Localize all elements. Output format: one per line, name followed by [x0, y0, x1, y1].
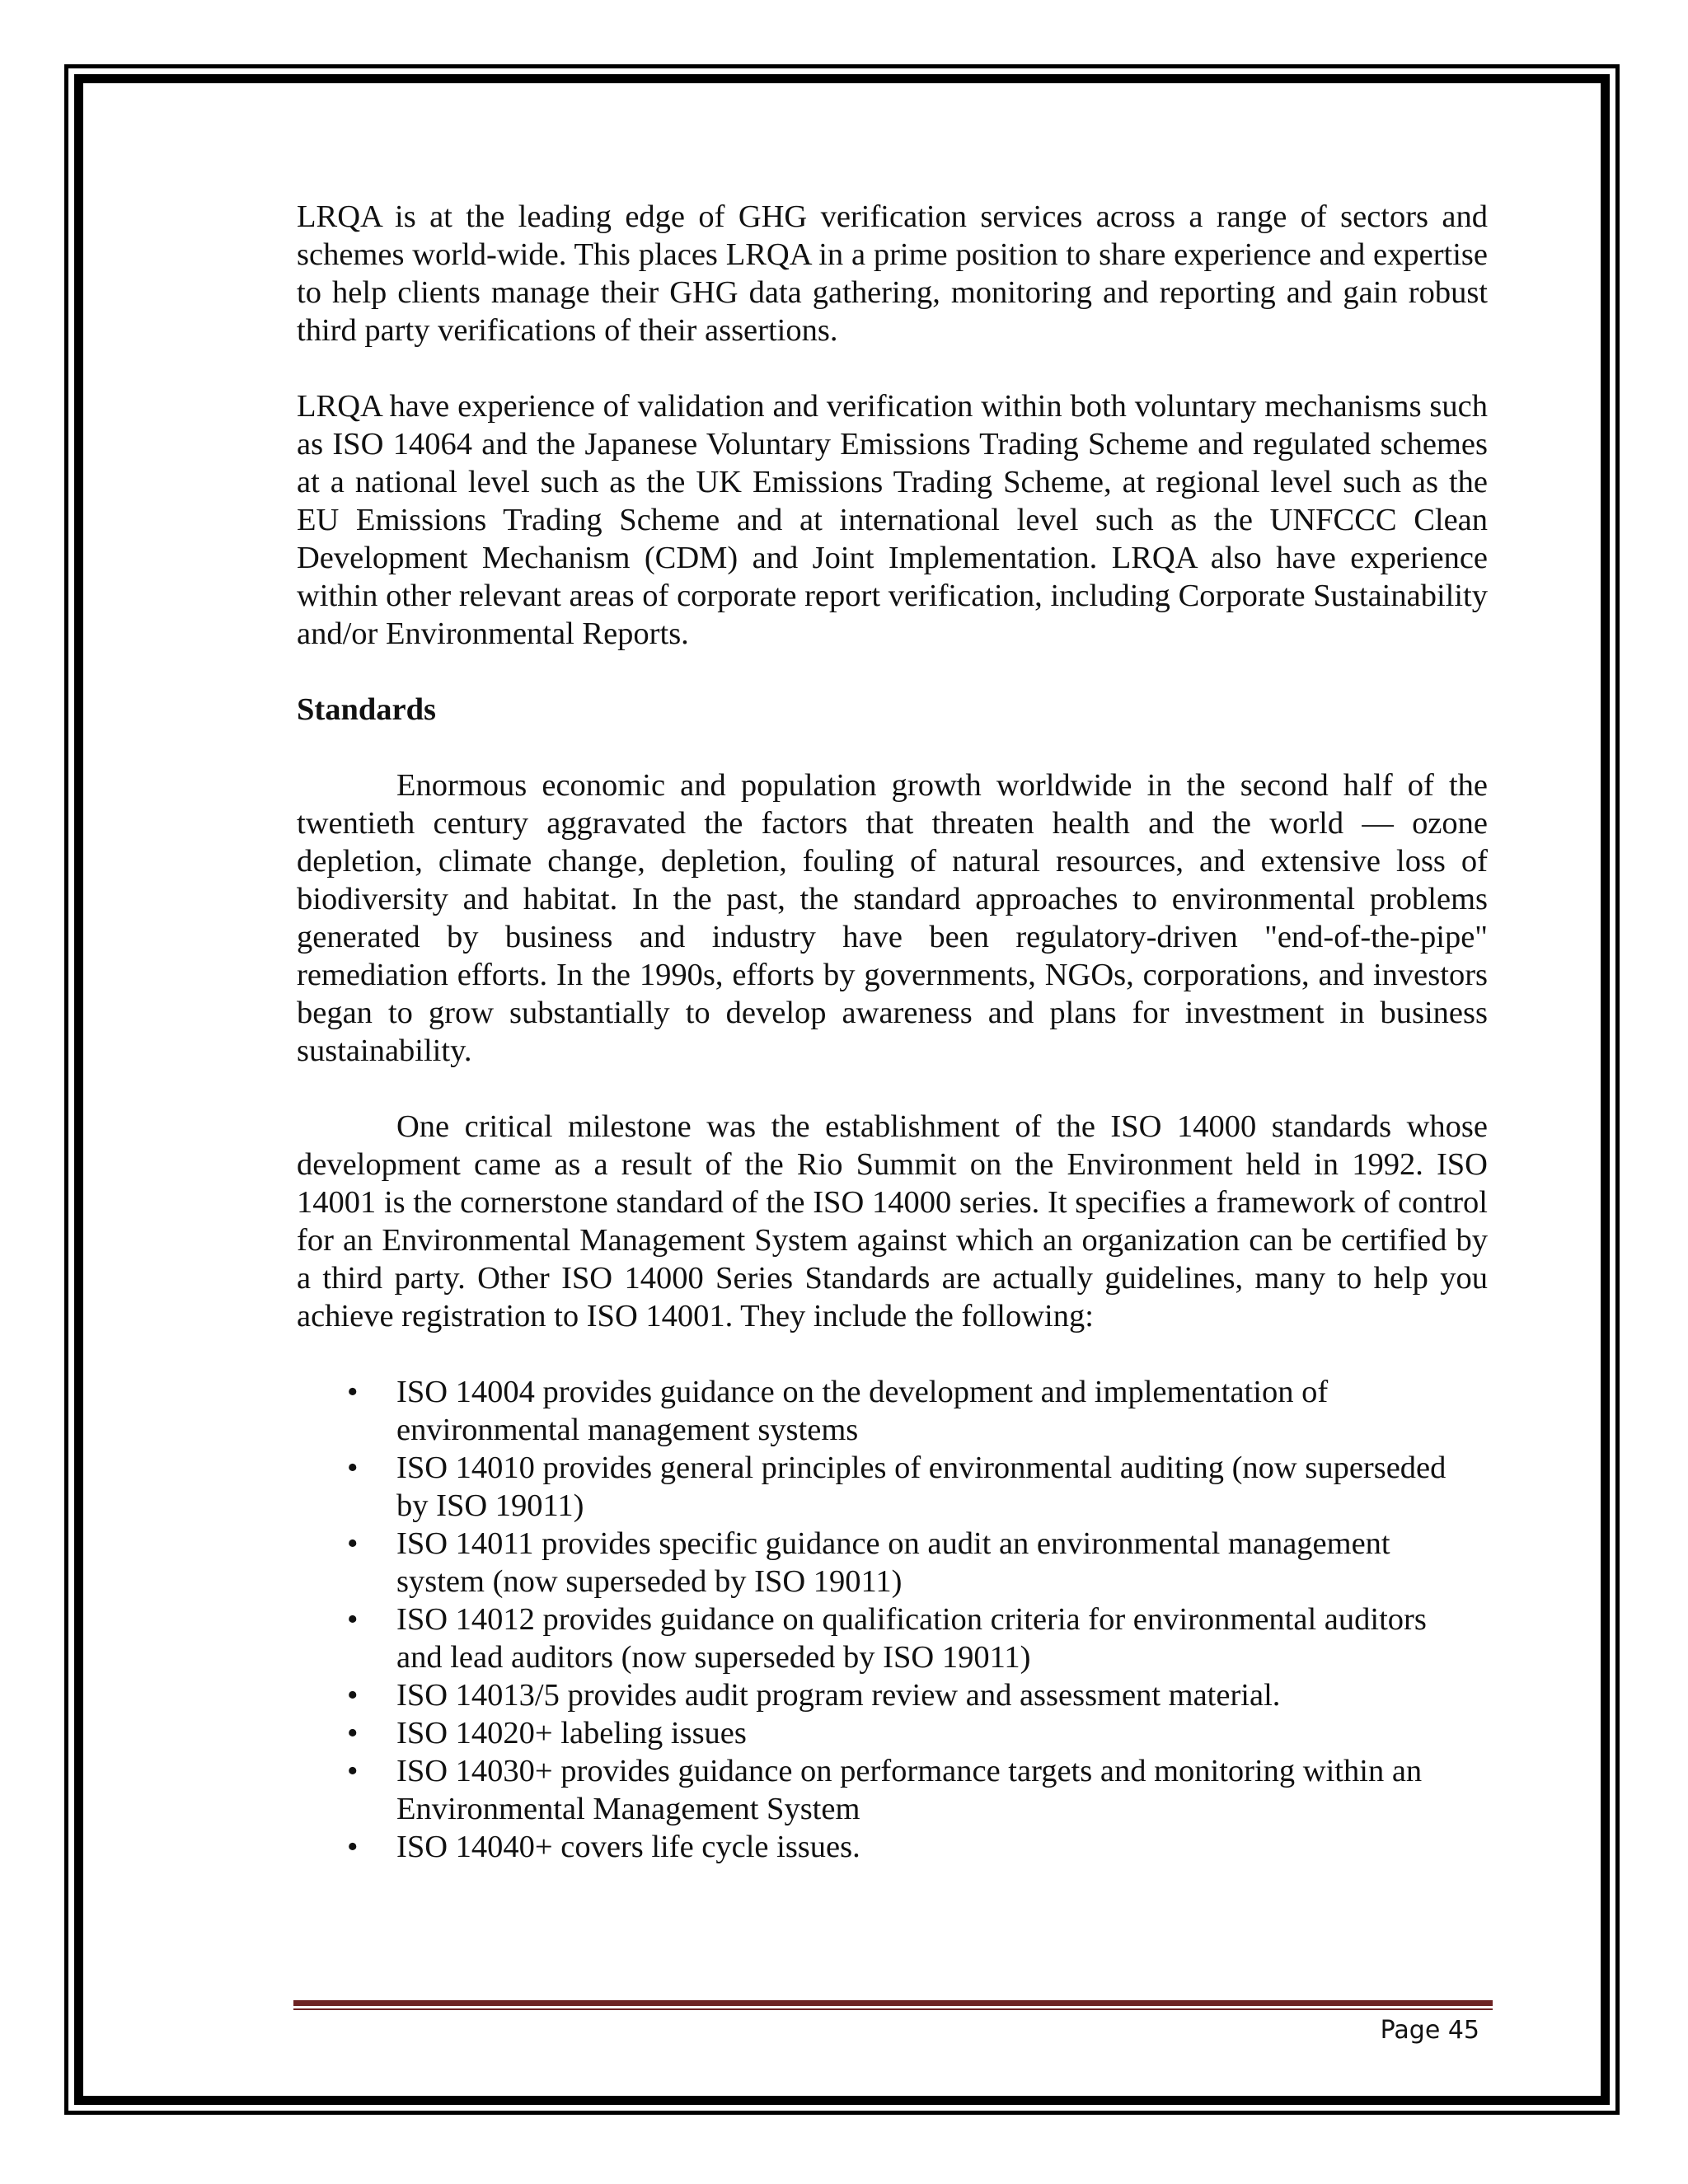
bullet-icon: • [347, 1602, 359, 1637]
section-heading-standards: Standards [297, 692, 437, 727]
list-item [297, 1525, 1488, 1601]
paragraph-iso-milestone: One critical milestone was the establishment of the ISO 14000 standards whose development came as a result of the Rio Summit on the Environment held in 1992. ISO 14001 is the cornerstone standard of the ISO 14000 series. It specifies a framework of control for an Environmental Management System against which an organization can be certified by a third party. Other ISO 14000 Series Standards are actually guidelines, many to help you achieve registration to ISO 14001. They include the following: [297, 1109, 1488, 1333]
list-item [297, 1828, 1488, 1866]
iso-standards-list [297, 1373, 1488, 1866]
bullet-icon: • [347, 1375, 359, 1409]
list-item-text: ISO 14010 provides general principles of environmental auditing (now superseded by ISO 19011) [396, 1451, 1447, 1523]
list-item [297, 1449, 1488, 1525]
bullet-icon: • [347, 1678, 359, 1713]
list-item-text: ISO 14020+ labeling issues [396, 1716, 747, 1750]
paragraph-lrqa-experience: LRQA have experience of validation and verification within both voluntary mechanisms such as ISO 14064 and the Japanese Voluntary Emissions Trading Scheme and regulated schemes at a national level such as the UK Emissions Trading Scheme, at regional level such as the EU Emissions Trading Scheme and at international level such as the UNFCCC Clean Development Mechanism (CDM) and Joint Implementation. LRQA also have experience within other relevant areas of corporate report verification, including Corporate Sustainability and/or Environmental Reports. [297, 389, 1488, 651]
list-item-text: ISO 14013/5 provides audit program review and assessment material. [396, 1678, 1281, 1713]
bullet-icon: • [347, 1716, 359, 1750]
page-number: Page 45 [1380, 2016, 1479, 2045]
list-item [297, 1373, 1488, 1449]
list-item-text: ISO 14012 provides guidance on qualification criteria for environmental auditors and lead auditors (now superseded by ISO 19011) [396, 1602, 1427, 1675]
paragraph-lrqa-intro: LRQA is at the leading edge of GHG verification services across a range of sectors and schemes world-wide. This places LRQA in a prime position to share experience and expertise to help clients manage their GHG data gathering, monitoring and reporting and gain robust third party verifications of their assertions. [297, 199, 1488, 348]
bullet-icon: • [347, 1526, 359, 1561]
bullet-icon: • [347, 1451, 359, 1485]
list-item [297, 1714, 1488, 1752]
bullet-icon: • [347, 1754, 359, 1788]
list-item [297, 1676, 1488, 1714]
paragraph-growth: Enormous economic and population growth worldwide in the second half of the twentieth century aggravated the factors that threaten health and the world — ozone depletion, climate change, depletion, fouling of natural resources, and extensive loss of biodiversity and habitat. In the past, the standard approaches to environmental problems generated by business and industry have been regulatory-driven "end-of-the-pipe" remediation efforts. In the 1990s, efforts by governments, NGOs, corporations, and investors began to grow substantially to develop awareness and plans for investment in business sustainability. [297, 768, 1488, 1068]
page-body [297, 198, 1488, 1866]
bullet-icon: • [347, 1830, 359, 1864]
list-item-text: ISO 14004 provides guidance on the development and implementation of environmental management systems [396, 1375, 1329, 1447]
footer-rule [293, 2000, 1493, 2006]
list-item-text: ISO 14011 provides specific guidance on audit an environmental management system (now superseded by ISO 19011) [396, 1526, 1390, 1599]
list-item-text: ISO 14030+ provides guidance on performance targets and monitoring within an Environmental Management System [396, 1754, 1423, 1826]
list-item-text: ISO 14040+ covers life cycle issues. [396, 1830, 860, 1864]
footer-rule-thin [293, 2008, 1493, 2010]
list-item [297, 1752, 1488, 1828]
list-item [297, 1601, 1488, 1676]
